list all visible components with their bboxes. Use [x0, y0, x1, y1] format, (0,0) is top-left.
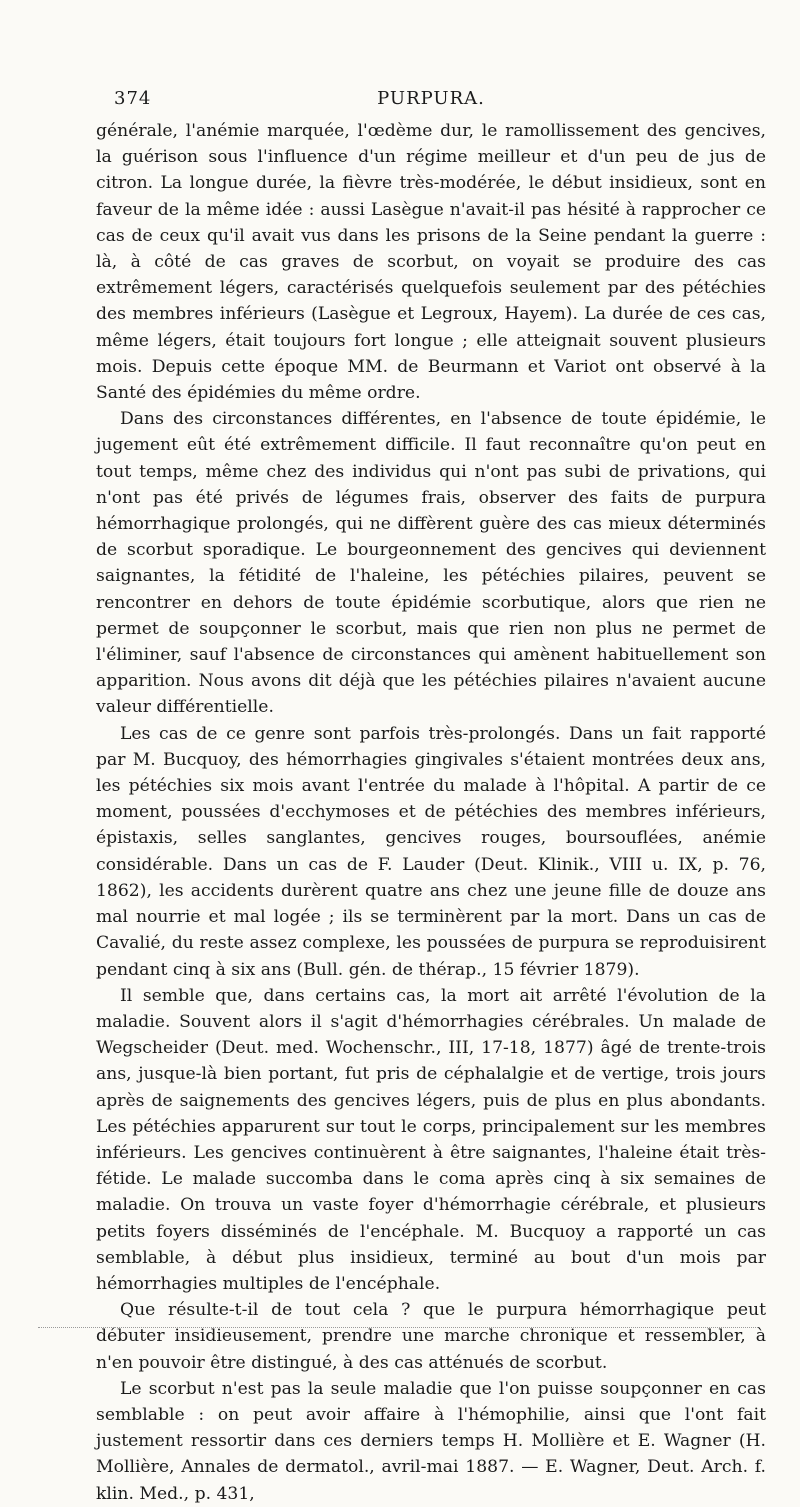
- paragraph-5: Que résulte-t-il de tout cela ? que le purpura hémorrhagique peut débuter insidieusement, prendre une marche chronique et ressembler, à n'en pouvoir être distingué, à des cas atténués de scorbut.: [96, 1300, 766, 1373]
- body-text: [96, 118, 766, 1507]
- page-header: [96, 88, 766, 118]
- running-title: PURPURA.: [377, 88, 485, 109]
- paragraph-6: Le scorbut n'est pas la seule maladie que l'on puisse soupçonner en cas semblable : on peut avoir affaire à l'hémophilie, ainsi que l'ont fait justement ressortir dans ces derniers temps H. Mollière et E. Wagner (H. Mollière, Annales de dermatol., avril-mai 1887. — E. Wagner, Deut. Arch. f. klin. Med., p. 431,: [96, 1378, 766, 1504]
- paragraph-3: Les cas de ce genre sont parfois très-prolongés. Dans un fait rapporté par M. Bucquoy, des hémorrhagies gingivales s'étaient montrées deux ans, les pétéchies six mois avant l'entrée du malade à l'hôpital. A partir de ce moment, poussées d'ecchymoses et de pétéchies des membres inférieurs, épistaxis, selles sanglantes, gencives rouges, boursouflées, anémie considérable. Dans un cas de F. Lauder (Deut. Klinik., VIII u. IX, p. 76, 1862), les accidents durèrent quatre ans chez une jeune fille de douze ans mal nourrie et mal logée ; ils se terminèrent par la mort. Dans un cas de Cavalié, du reste assez complexe, les poussées de purpura se reproduisirent pendant cinq à six ans (Bull. gén. de thérap., 15 février 1879).: [96, 723, 766, 980]
- page-number: 374: [114, 88, 152, 109]
- paragraph-4: Il semble que, dans certains cas, la mort ait arrêté l'évolution de la maladie. Souvent alors il s'agit d'hémorrhagies cérébrales. Un malade de Wegscheider (Deut. med. Wochenschr., III, 17-18, 1877) âgé de trente-trois ans, jusque-là bien portant, fut pris de céphalalgie et de vertige, trois jours après de saignements des gencives légers, puis de plus en plus abondants. Les pétéchies apparurent sur tout le corps, principalement sur les membres inférieurs. Les gencives continuèrent à être saignantes, l'haleine était très-fétide. Le malade succomba dans le coma après cinq à six semaines de maladie. On trouva un vaste foyer d'hémorrhagie cérébrale, et plusieurs petits foyers disséminés de l'encéphale. M. Bucquoy a rapporté un cas semblable, à début plus insidieux, terminé au bout d'un mois par hémorrhagies multiples de l'encéphale.: [96, 985, 766, 1294]
- bottom-dotted-rule: [38, 1327, 760, 1328]
- document-page: [96, 88, 766, 1507]
- paragraph-2: Dans des circonstances différentes, en l'absence de toute épidémie, le jugement eût été extrêmement difficile. Il faut reconnaître qu'on peut en tout temps, même chez des individus qui n'ont pas subi de privations, qui n'ont pas été privés de légumes frais, observer des faits de purpura hémorrhagique prolongés, qui ne diffèrent guère des cas mieux déterminés de scorbut sporadique. Le bourgeonnement des gencives qui deviennent saignantes, la fétidité de l'haleine, les pétéchies pilaires, peuvent se rencontrer en dehors de toute épidémie scorbutique, alors que rien ne permet de soupçonner le scorbut, mais que rien non plus ne permet de l'éliminer, sauf l'absence de circonstances qui amènent habituellement son apparition. Nous avons dit déjà que les pétéchies pilaires n'avaient aucune valeur différentielle.: [96, 409, 766, 718]
- paragraph-1: générale, l'anémie marquée, l'œdème dur, le ramollissement des gencives, la guérison sous l'influence d'un régime meilleur et d'un peu de jus de citron. La longue durée, la fièvre très-modérée, le début insidieux, sont en faveur de la même idée : aussi Lasègue n'avait-il pas hésité à rapprocher ce cas de ceux qu'il avait vus dans les prisons de la Seine pendant la guerre : là, à côté de cas graves de scorbut, on voyait se produire des cas extrêmement légers, caractérisés quelquefois seulement par des pétéchies des membres inférieurs (Lasègue et Legroux, Hayem). La durée de ces cas, même légers, était toujours fort longue ; elle atteignait souvent plusieurs mois. Depuis cette époque MM. de Beurmann et Variot ont observé à la Santé des épidémies du même ordre.: [96, 121, 766, 404]
